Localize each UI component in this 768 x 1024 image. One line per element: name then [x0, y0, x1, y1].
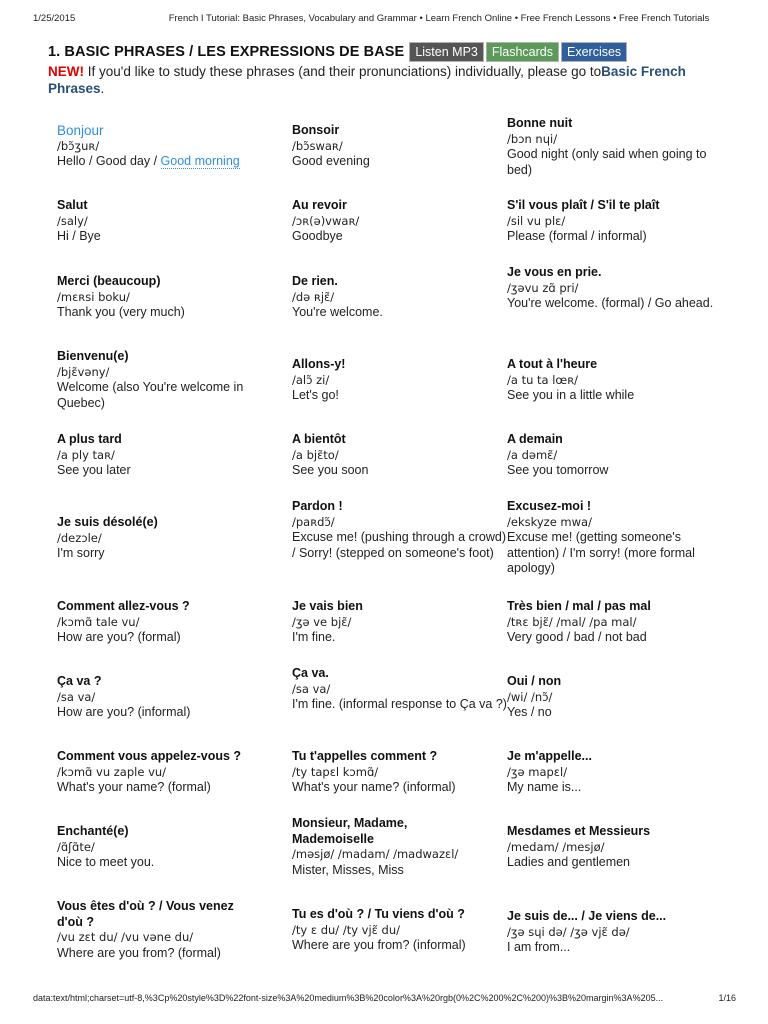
phrase-item: [507, 824, 722, 871]
phrase-pronunciation: /ɑ̃ʃɑ̃te/: [57, 839, 95, 854]
notice-end: .: [100, 81, 105, 96]
new-notice: [48, 63, 728, 97]
phrase-pronunciation: /ʒə sɥi də/ /ʒə vjɛ̃ də/: [507, 924, 630, 939]
phrase-pronunciation: /paʀdɔ̃/: [292, 514, 335, 529]
phrase-french: A bientôt: [292, 432, 346, 446]
phrase-pronunciation: /də ʀjɛ̃/: [292, 289, 335, 304]
phrase-pronunciation: /bɔ̃ʒuʀ/: [57, 138, 100, 153]
phrase-item: [507, 749, 722, 796]
phrase-english: Excuse me! (pushing through a crowd) / Sorry! (stepped on someone's foot): [292, 530, 506, 560]
flashcards-button[interactable]: Flashcards: [486, 42, 559, 62]
phrase-french: Oui / non: [507, 674, 562, 688]
phrase-english: I am from...: [507, 940, 571, 955]
phrase-item: [57, 899, 272, 961]
phrase-english: How are you? (informal): [57, 705, 191, 720]
phrase-item: [57, 198, 272, 245]
phrase-item: [292, 599, 507, 646]
phrase-french: Enchanté(e): [57, 824, 129, 838]
exercises-button[interactable]: Exercises: [561, 42, 627, 62]
phrase-english: See you in a little while: [507, 388, 635, 403]
phrase-pronunciation: /alɔ̃ zi/: [292, 372, 330, 387]
phrase-french: Au revoir: [292, 198, 347, 212]
phrase-pronunciation: /tʀɛ bjɛ̃/ /mal/ /pa mal/: [507, 614, 637, 629]
phrase-french: A demain: [507, 432, 563, 446]
phrase-pronunciation: /dezɔle/: [57, 530, 102, 545]
phrase-english: Welcome (also You're welcome in Quebec): [57, 380, 244, 410]
phrase-english: I'm sorry: [57, 546, 105, 561]
phrase-item: [507, 357, 722, 404]
phrase-item: [292, 432, 507, 479]
phrase-french: Comment vous appelez-vous ?: [57, 749, 242, 763]
section-title: 1. BASIC PHRASES / LES EXPRESSIONS DE BASE: [48, 44, 405, 60]
phrase-item: [57, 274, 272, 321]
phrase-french[interactable]: Bonjour: [57, 123, 104, 138]
print-url: data:text/html;charset=utf-8,%3Cp%20style%3D%22font-size%3A%20medium%3B%20color%3A%20rgb(0%2C%200%2C%200)%3B%20margin%3A%205...: [33, 993, 664, 1003]
phrase-pronunciation: /sil vu plɛ/: [507, 213, 566, 228]
phrase-english: I'm fine. (informal response to Ça va ?): [292, 697, 507, 712]
phrase-french: S'il vous plaît / S'il te plaît: [507, 198, 660, 212]
phrase-pronunciation: /məsjø/ /madam/ /madwazɛl/: [292, 847, 459, 862]
phrase-english: Where are you from? (formal): [57, 945, 221, 960]
phrase-english: Hi / Bye: [57, 229, 101, 244]
phrase-pronunciation: /medam/ /mesjø/: [507, 839, 605, 854]
phrase-pronunciation: /bɔ̃swaʀ/: [292, 138, 343, 153]
phrase-item: [507, 599, 722, 646]
phrase-french: Bonsoir: [292, 123, 340, 137]
phrase-english: Yes / no: [507, 705, 552, 720]
phrase-english: Good evening: [292, 154, 370, 169]
phrase-english: Nice to meet you.: [57, 855, 155, 870]
phrase-english: Mister, Misses, Miss: [292, 862, 404, 877]
phrase-english: See you tomorrow: [507, 463, 609, 478]
phrase-item: [292, 274, 507, 321]
phrase-french: Très bien / mal / pas mal: [507, 599, 651, 613]
phrase-pronunciation: /saly/: [57, 213, 88, 228]
phrase-english: Good night (only said when going to bed): [507, 147, 707, 177]
phrase-item: [507, 265, 722, 312]
phrase-english: See you later: [57, 463, 131, 478]
phrase-pronunciation: /mɛʀsi boku/: [57, 289, 130, 304]
phrase-french: Salut: [57, 198, 88, 212]
phrase-item: [57, 515, 272, 562]
phrase-item: [507, 432, 722, 479]
phrase-item: [507, 909, 722, 956]
notice-text: If you'd like to study these phrases (and their pronunciations) individually, please go to: [84, 64, 602, 79]
phrase-item: [292, 666, 507, 713]
phrase-pronunciation: /ɔʀ(ə)vwaʀ/: [292, 213, 360, 228]
phrase-english: Thank you (very much): [57, 305, 185, 320]
phrase-item: [57, 349, 272, 411]
phrase-item: [57, 432, 272, 479]
phrase-english: How are you? (formal): [57, 630, 181, 645]
phrase-pronunciation: /bjɛ̃vəny/: [57, 364, 110, 379]
phrase-english: You're welcome.: [292, 305, 383, 320]
print-footer: [0, 993, 768, 1007]
phrase-english: Let's go!: [292, 388, 339, 403]
phrase-pronunciation: /a ply taʀ/: [57, 447, 115, 462]
phrase-english: Goodbye: [292, 229, 343, 244]
phrase-french: Bonne nuit: [507, 116, 573, 130]
print-page-title: French I Tutorial: Basic Phrases, Vocabulary and Grammar • Learn French Online • Free French Lessons • Free French Tutorials: [168, 13, 710, 24]
new-label: NEW!: [48, 64, 84, 79]
phrase-english: I'm fine.: [292, 630, 336, 645]
phrase-item: [507, 116, 722, 178]
phrase-english: Where are you from? (informal): [292, 938, 466, 953]
phrase-english: See you soon: [292, 463, 369, 478]
phrase-french: Je suis désolé(e): [57, 515, 158, 529]
phrase-french: Je suis de... / Je viens de...: [507, 909, 667, 923]
phrase-pronunciation: /vu zɛt du/ /vu vəne du/: [57, 930, 194, 945]
phrase-pronunciation: /ekskyze mwa/: [507, 514, 592, 529]
phrase-item: [292, 357, 507, 404]
good-morning-link[interactable]: Good morning: [160, 154, 240, 169]
phrase-french: Tu es d'où ? / Tu viens d'où ?: [292, 907, 465, 921]
phrase-item: [292, 907, 507, 954]
print-header: [0, 13, 768, 27]
phrase-french: De rien.: [292, 274, 338, 288]
phrase-french: Monsieur, Madame, Mademoiselle: [292, 816, 408, 846]
phrase-item: [57, 824, 272, 871]
phrase-pronunciation: /ʒə mapɛl/: [507, 764, 568, 779]
phrase-english: You're welcome. (formal) / Go ahead.: [507, 296, 714, 311]
phrase-french: Ça va.: [292, 666, 329, 680]
phrase-pronunciation: /kɔmɑ̃ vu zaple vu/: [57, 764, 167, 779]
phrase-english: What's your name? (formal): [57, 780, 211, 795]
phrase-french: Je m'appelle...: [507, 749, 592, 763]
phrase-item: [507, 499, 722, 577]
basic-french-phrases-link[interactable]: Basic French Phrases: [48, 64, 686, 96]
phrase-pronunciation: /ʒəvu zɑ̃ pri/: [507, 280, 579, 295]
phrase-item: [507, 674, 722, 721]
phrase-english: Ladies and gentlemen: [507, 855, 631, 870]
phrase-french: Comment allez-vous ?: [57, 599, 190, 613]
phrase-item: [292, 499, 507, 561]
phrase-pronunciation: /wi/ /nɔ̃/: [507, 689, 553, 704]
phrase-french: Allons-y!: [292, 357, 346, 371]
phrase-english: [57, 154, 272, 170]
phrase-english: What's your name? (informal): [292, 780, 456, 795]
phrase-english: Please (formal / informal): [507, 229, 647, 244]
phrase-item: [57, 749, 272, 796]
phrase-french: Merci (beaucoup): [57, 274, 161, 288]
phrase-item: [292, 749, 507, 796]
phrase-item: [57, 123, 272, 170]
phrase-english: Excuse me! (getting someone's attention) / I'm sorry! (more formal apology): [507, 530, 695, 576]
page-number: 1/16: [718, 993, 736, 1003]
print-date: 1/25/2015: [33, 13, 76, 24]
phrase-pronunciation: /a tu ta lœʀ/: [507, 372, 579, 387]
phrase-pronunciation: /sa va/: [292, 681, 331, 696]
phrase-english: Very good / bad / not bad: [507, 630, 647, 645]
phrase-french: A tout à l'heure: [507, 357, 598, 371]
phrase-french: A plus tard: [57, 432, 122, 446]
phrase-french: Excusez-moi !: [507, 499, 592, 513]
section-heading: [48, 41, 629, 63]
phrase-pronunciation: /ty ɛ du/ /ty vjɛ̃ du/: [292, 922, 401, 937]
phrase-french: Mesdames et Messieurs: [507, 824, 651, 838]
phrase-french: Je vais bien: [292, 599, 363, 613]
phrase-english-text: Hello / Good day /: [57, 154, 161, 169]
phrase-pronunciation: /a bjɛ̃to/: [292, 447, 339, 462]
phrase-item: [292, 198, 507, 245]
phrase-item: [292, 123, 507, 170]
listen-mp3-button[interactable]: Listen MP3: [409, 42, 484, 62]
phrase-french: Ça va ?: [57, 674, 102, 688]
phrase-french: Pardon !: [292, 499, 343, 513]
phrase-item: [507, 198, 722, 245]
phrase-item: [292, 816, 507, 878]
phrase-french: Je vous en prie.: [507, 265, 602, 279]
phrase-item: [57, 599, 272, 646]
phrase-french: Vous êtes d'où ? / Vous venez d'où ?: [57, 899, 234, 929]
phrase-item: [57, 674, 272, 721]
phrase-english: My name is...: [507, 780, 582, 795]
phrase-pronunciation: /kɔmɑ̃ tale vu/: [57, 614, 140, 629]
phrase-french: Tu t'appelles comment ?: [292, 749, 438, 763]
phrase-french: Bienvenu(e): [57, 349, 129, 363]
phrase-pronunciation: /bɔn nɥi/: [507, 131, 558, 146]
phrase-pronunciation: /ty tapɛl kɔmɑ̃/: [292, 764, 379, 779]
phrase-pronunciation: /a dəmɛ̃/: [507, 447, 558, 462]
phrase-pronunciation: /ʒə ve bjɛ̃/: [292, 614, 352, 629]
phrase-pronunciation: /sa va/: [57, 689, 96, 704]
